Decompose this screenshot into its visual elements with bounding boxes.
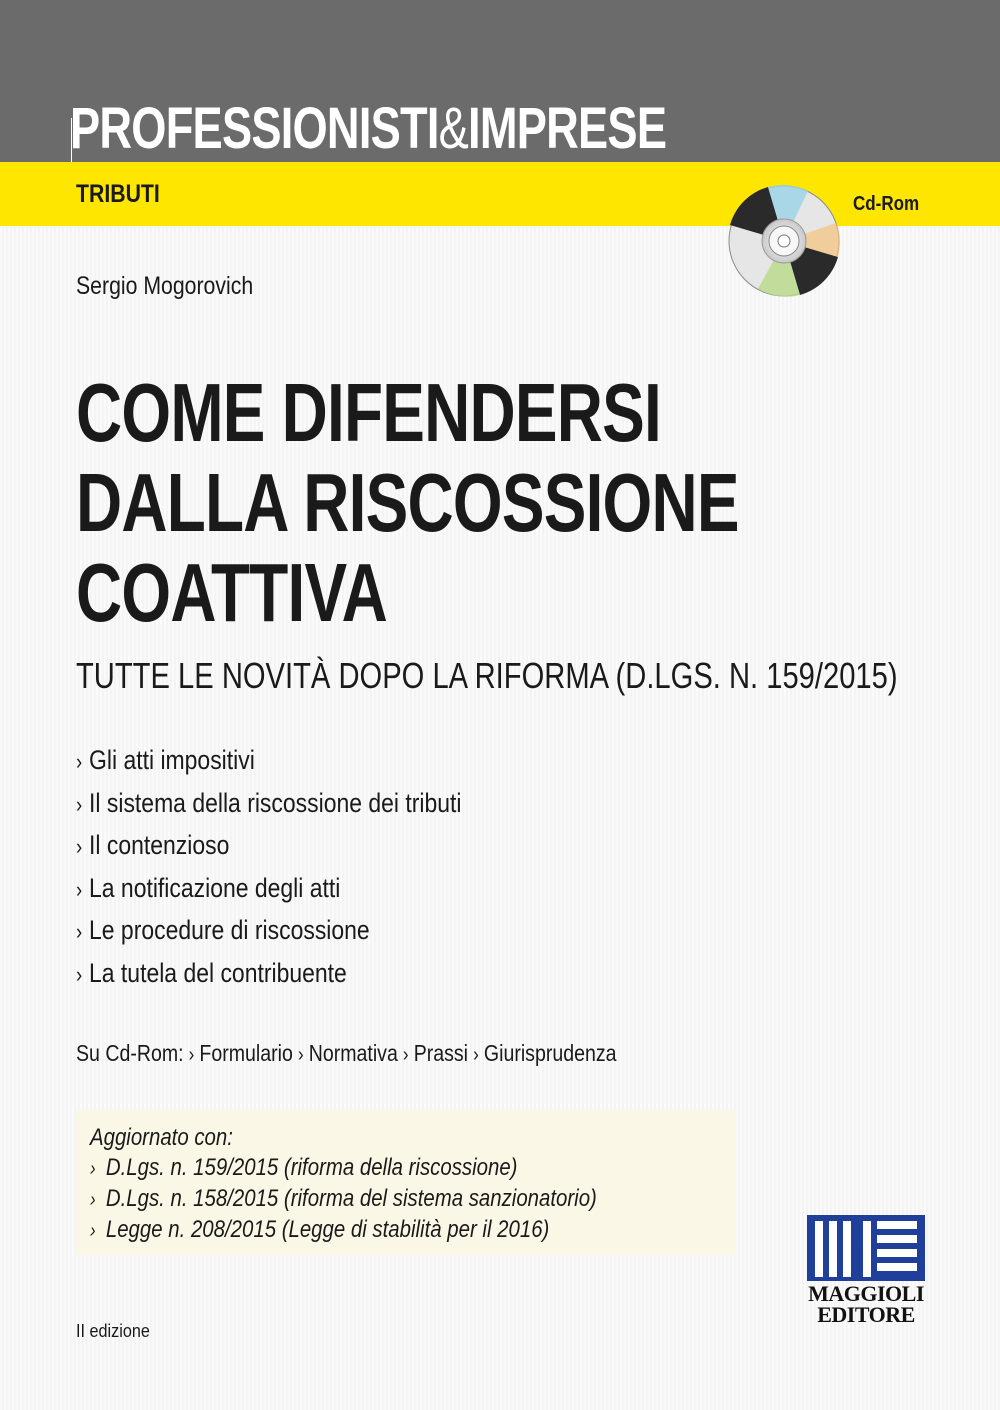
series-ampersand: &: [438, 96, 469, 161]
list-item: [76, 868, 461, 911]
cd-contents-lead: Su Cd-Rom:: [76, 1040, 184, 1066]
bullet-marker: ›: [188, 1044, 195, 1066]
series-title-part1: PROFESSIONISTI: [70, 96, 439, 161]
bullet-marker: ›: [76, 791, 83, 817]
update-notes: [90, 1123, 597, 1246]
list-item: [76, 910, 461, 953]
book-title: [76, 368, 923, 638]
cd-content-item: Prassi: [413, 1040, 469, 1066]
cd-content-item: Giurisprudenza: [483, 1040, 617, 1066]
publisher-line: MAGGIOLI: [808, 1281, 924, 1306]
update-list: [90, 1153, 597, 1246]
title-line: COME DIFENDERSI: [76, 366, 661, 459]
topics-list: [76, 740, 461, 996]
publisher-line: EDITORE: [817, 1302, 915, 1327]
list-item: [76, 825, 461, 868]
bullet-marker: ›: [90, 1189, 96, 1211]
cd-content-item: Normativa: [308, 1040, 398, 1066]
bullet-marker: ›: [402, 1044, 409, 1066]
bullet-marker: ›: [76, 749, 83, 774]
list-item: [76, 740, 461, 783]
book-subtitle: TUTTE LE NOVITÀ DOPO LA RIFORMA (D.LGS. N. 159/2015): [76, 655, 898, 696]
update-heading: Aggiornato con:: [90, 1124, 233, 1151]
topic-text: La notificazione degli atti: [89, 872, 341, 903]
topic-text: La tutela del contribuente: [89, 957, 347, 988]
cd-disc-icon: [728, 185, 840, 297]
edition-label: II edizione: [76, 1321, 150, 1341]
bullet-marker: ›: [76, 834, 83, 860]
list-item: [90, 1215, 597, 1246]
author-name: Sergio Mogorovich: [76, 272, 254, 300]
bullet-marker: ›: [76, 961, 83, 987]
update-text: D.Lgs. n. 158/2015 (riforma del sistema sanzionatorio): [105, 1185, 597, 1212]
bullet-marker: ›: [76, 876, 83, 902]
bullet-marker: ›: [473, 1044, 479, 1066]
bullet-marker: ›: [90, 1158, 96, 1180]
topic-text: Il contenzioso: [89, 830, 230, 861]
update-text: D.Lgs. n. 159/2015 (riforma della riscossione): [105, 1154, 518, 1181]
category-label: TRIBUTI: [76, 180, 160, 208]
list-item: [76, 953, 461, 996]
topic-text: Il sistema della riscossione dei tributi: [89, 787, 462, 818]
update-text: Legge n. 208/2015 (Legge di stabilità per il 2016): [105, 1216, 550, 1243]
title-line: COATTIVA: [76, 546, 387, 639]
cd-rom-label: Cd-Rom: [853, 193, 920, 215]
cd-contents-line: [76, 1040, 616, 1067]
list-item: [90, 1153, 597, 1184]
series-title-part2: IMPRESE: [468, 96, 667, 161]
publisher-name: [808, 1283, 924, 1325]
title-line: DALLA RISCOSSIONE: [76, 456, 739, 549]
bullet-marker: ›: [297, 1044, 304, 1066]
cd-content-item: Formulario: [199, 1040, 293, 1066]
topic-text: Le procedure di riscossione: [89, 915, 370, 946]
list-item: [90, 1184, 597, 1215]
series-title: [70, 96, 666, 162]
bullet-marker: ›: [76, 919, 83, 945]
bullet-marker: ›: [90, 1220, 96, 1242]
topic-text: Gli atti impositivi: [89, 745, 255, 775]
list-item: [76, 783, 461, 826]
